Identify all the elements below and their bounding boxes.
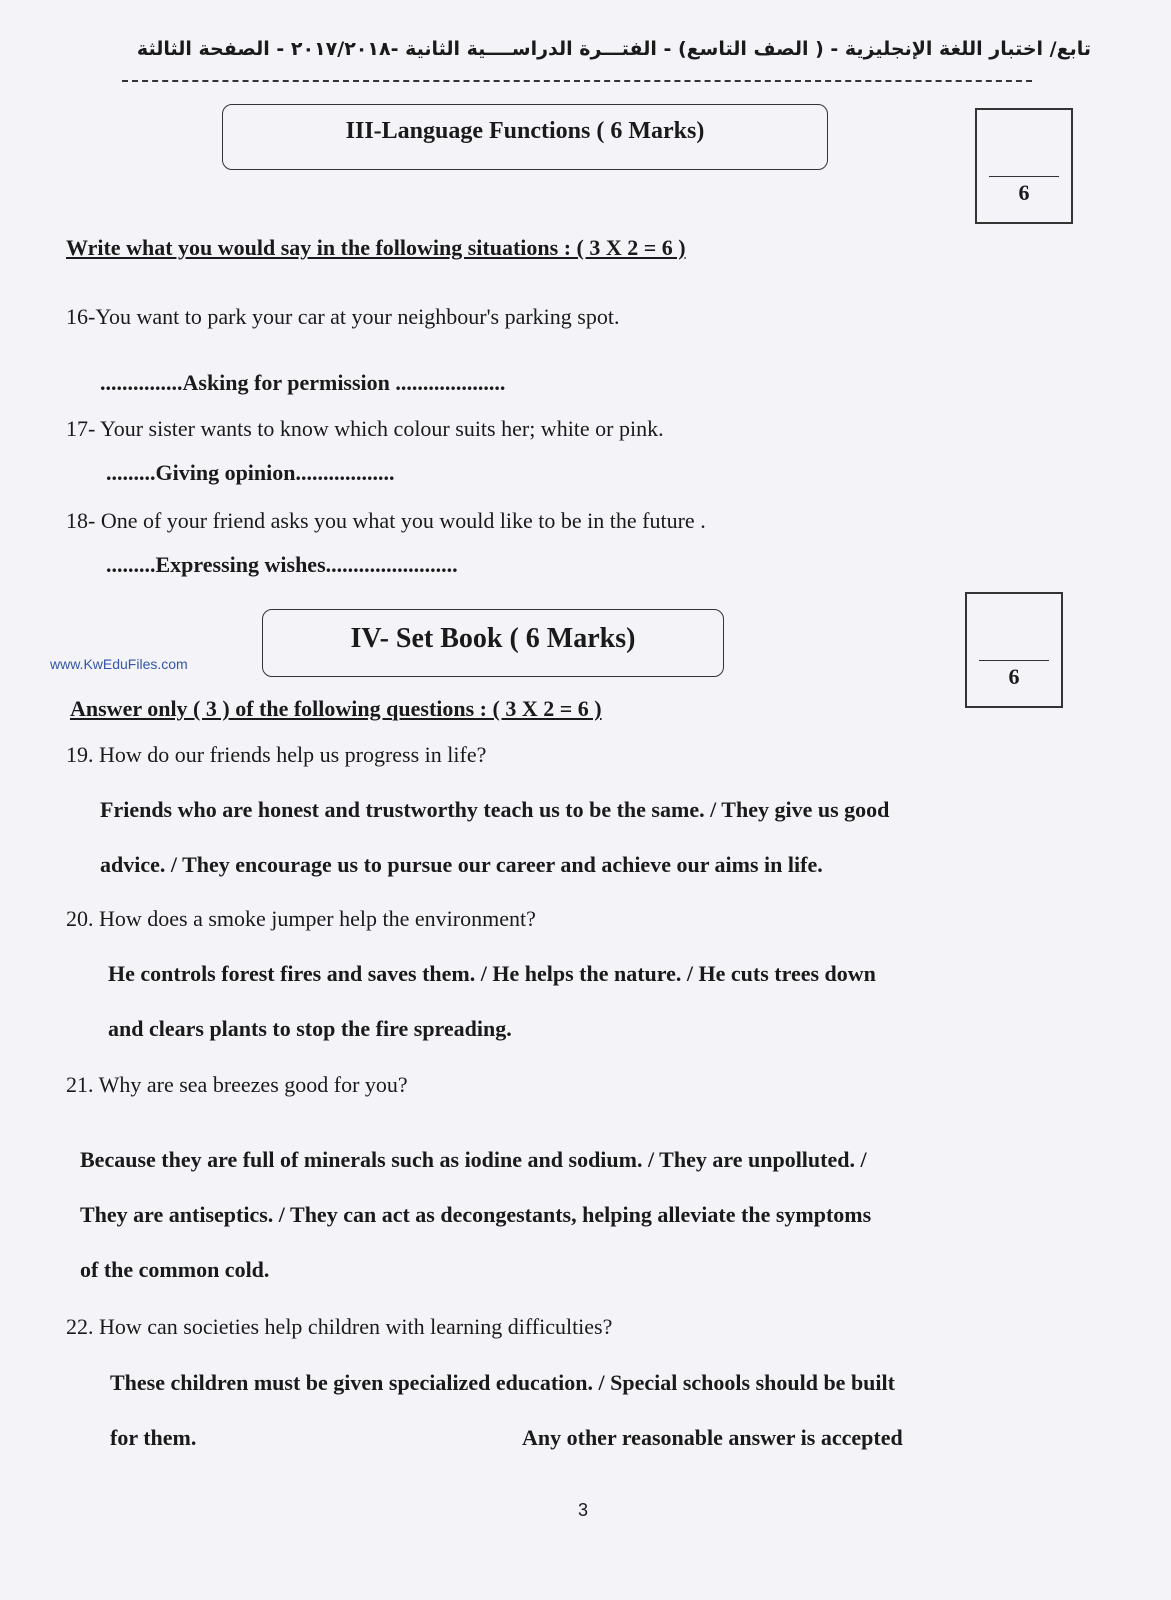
- section4-instruction: Answer only ( 3 ) of the following questions : ( 3 X 2 = 6 ): [70, 696, 602, 721]
- question-22: 22. How can societies help children with learning difficulties?: [66, 1314, 613, 1339]
- answer-16: ...............Asking for permission ....................: [100, 370, 506, 395]
- section4-mark-box: [965, 592, 1063, 708]
- page-header: تابع/ اختبار اللغة الإنجليزية - ( الصف التاسع) - الفتـــرة الدراســــية الثانية -٢٠١٧/٢٠١٨ - الصفحة الثالثة: [136, 38, 1091, 60]
- answer-18: .........Expressing wishes........................: [106, 552, 458, 577]
- section3-instruction: Write what you would say in the following situations : ( 3 X 2 = 6 ): [66, 235, 686, 260]
- answer-22-line2: for them.: [110, 1425, 197, 1450]
- question-20: 20. How does a smoke jumper help the environment?: [66, 906, 536, 931]
- section4-title: IV- Set Book ( 6 Marks): [350, 623, 636, 654]
- answer-19-line2: advice. / They encourage us to pursue our career and achieve our aims in life.: [100, 852, 823, 877]
- question-17: 17- Your sister wants to know which colour suits her; white or pink.: [66, 416, 664, 441]
- header-divider: [122, 80, 1032, 82]
- page-number: 3: [578, 1500, 589, 1520]
- question-19: 19. How do our friends help us progress in life?: [66, 742, 487, 767]
- answer-17: .........Giving opinion..................: [106, 460, 395, 485]
- answer-22-line1: These children must be given specialized education. / Special schools should be built: [110, 1370, 895, 1395]
- section3-title-box: [222, 104, 828, 170]
- answer-21-line1: Because they are full of minerals such as iodine and sodium. / They are unpolluted. /: [80, 1147, 867, 1172]
- question-16: 16-You want to park your car at your neighbour's parking spot.: [66, 304, 620, 329]
- section4-title-box: [262, 609, 724, 677]
- section4-mark: 6: [1008, 664, 1020, 689]
- answer-21-line2: They are antiseptics. / They can act as decongestants, helping alleviate the symptoms: [80, 1202, 872, 1227]
- watermark-link[interactable]: www.KwEduFiles.com: [50, 656, 188, 672]
- section3-mark: 6: [1018, 180, 1030, 205]
- section3-mark-box: [975, 108, 1073, 224]
- answer-21-line3: of the common cold.: [80, 1257, 270, 1282]
- answer-20-line1: He controls forest fires and saves them. / He helps the nature. / He cuts trees down: [108, 961, 876, 986]
- answer-20-line2: and clears plants to stop the fire spreading.: [108, 1016, 512, 1041]
- answer-19-line1: Friends who are honest and trustworthy teach us to be the same. / They give us good: [100, 797, 890, 822]
- section3-title: III-Language Functions ( 6 Marks): [345, 118, 705, 144]
- question-21: 21. Why are sea breezes good for you?: [66, 1072, 408, 1097]
- grading-note: Any other reasonable answer is accepted: [522, 1425, 903, 1450]
- question-18: 18- One of your friend asks you what you would like to be in the future .: [66, 508, 706, 533]
